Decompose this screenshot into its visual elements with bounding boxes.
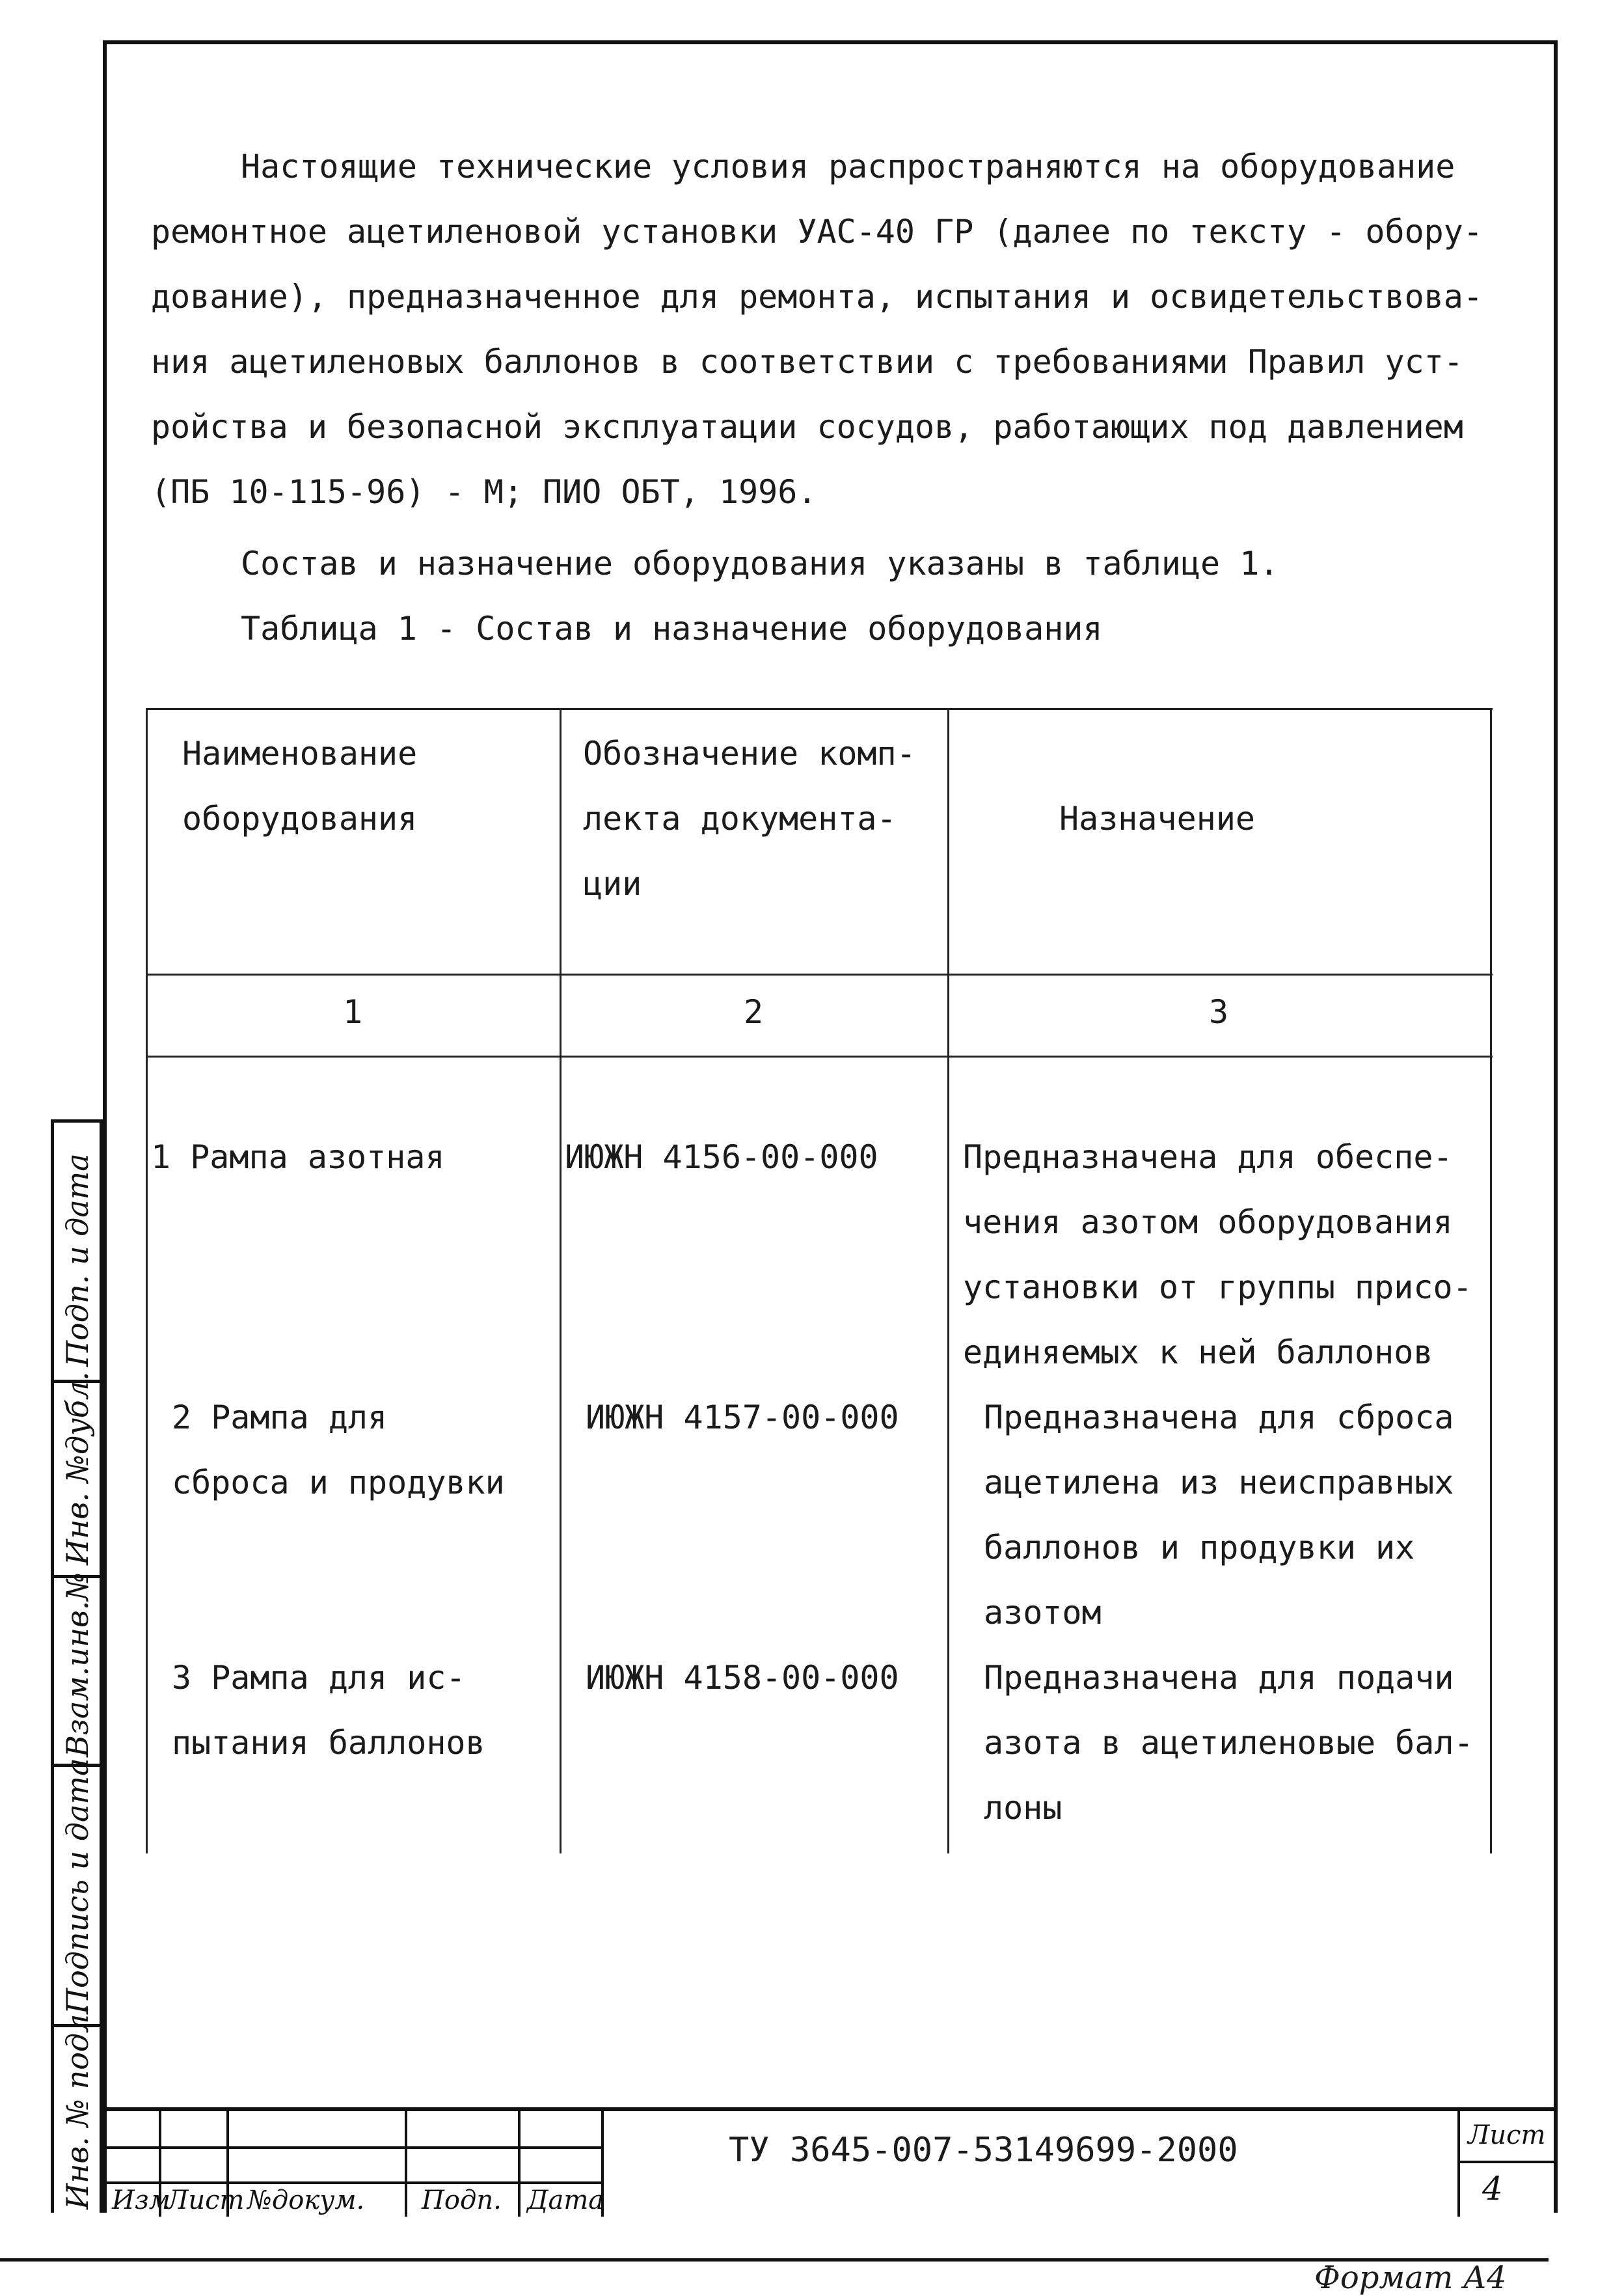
intro-line: ния ацетиленовых баллонов в соответствии с требованиями Правил уст-: [151, 343, 1463, 381]
title-block-col-rule: [405, 2111, 407, 2217]
col-label-date: Дата: [527, 2185, 604, 2215]
row-1-name: 1 Рампа азотная: [151, 1138, 445, 1176]
paper-format: Формат А4: [1314, 2260, 1507, 2296]
side-label-orig-inv: Инв. № подл.: [60, 2004, 95, 2209]
col-label-sign: Подп.: [422, 2185, 502, 2215]
intro-line: ремонтное ацетиленовой установки УАС-40 ГР (далее по тексту - обору-: [151, 213, 1483, 251]
row-1-purpose: Предназначена для обеспе- чения азотом оборудования установки от группы присо- единяемых к ней баллонов: [963, 1138, 1472, 1371]
table-left-border: [146, 708, 148, 1853]
intro-line: ройства и безопасной эксплуатации сосудов, работающих под давлением: [151, 408, 1463, 446]
row-2-purpose: Предназначена для сброса ацетилена из неисправных баллонов и продувки их азотом: [984, 1399, 1454, 1632]
title-block-row-rule: [103, 2146, 604, 2149]
sheet-box-rule: [1457, 2161, 1555, 2163]
numbers-bottom-rule: [146, 1056, 1493, 1058]
table-top-border: [146, 708, 1493, 710]
header-bottom-rule: [146, 974, 1493, 976]
row-2-name: 2 Рампа для сброса и продувки: [172, 1399, 505, 1501]
title-block-col-rule: [518, 2111, 521, 2217]
table-caption: Таблица 1 - Состав и назначение оборудования: [241, 610, 1103, 648]
column-number: 1: [342, 993, 363, 1031]
title-block: [103, 2107, 1558, 2213]
header-purpose: Назначение: [1059, 800, 1256, 838]
row-2-code: ИЮЖН 4157-00-000: [586, 1399, 899, 1436]
col-divider-1: [560, 708, 562, 1853]
column-number: 2: [743, 993, 764, 1031]
header-name: Наименование оборудования: [182, 735, 418, 838]
table-right-border: [1490, 708, 1492, 1853]
side-label-sign-date: Подп. и дата: [60, 1153, 95, 1367]
row-3-name: 3 Рампа для ис- пытания баллонов: [172, 1659, 485, 1762]
header-code: Обозначение комп- лекта документа- ции: [583, 735, 916, 903]
table-reference: Состав и назначение оборудования указаны в таблице 1.: [241, 545, 1279, 582]
title-block-col-rule: [1457, 2111, 1460, 2217]
side-label-replace-inv: Взам.инв.№: [60, 1572, 95, 1757]
row-3-code: ИЮЖН 4158-00-000: [586, 1659, 899, 1697]
row-1-code: ИЮЖН 4156-00-000: [565, 1138, 878, 1176]
side-label-signature-date: Подпись и дата: [60, 1758, 95, 2014]
column-number: 3: [1208, 993, 1229, 1031]
col-divider-2: [947, 708, 949, 1853]
side-stamp-divider: [51, 1119, 103, 1123]
row-3-purpose: Предназначена для подачи азота в ацетиленовые бал- лоны: [984, 1659, 1474, 1827]
col-label-doc: №докум.: [247, 2185, 365, 2215]
sheet-number: 4: [1482, 2170, 1503, 2207]
intro-line: Настоящие технические условия распространяются на оборудование: [241, 148, 1455, 185]
intro-line: (ПБ 10-115-96) - М; ПИО ОБТ, 1996.: [151, 473, 817, 511]
side-label-dup-inv: Инв. №дубл.: [60, 1371, 95, 1565]
intro-line: дование), предназначенное для ремонта, испытания и освидетельствова-: [151, 278, 1483, 316]
document-code: ТУ 3645-007-53149699-2000: [729, 2131, 1238, 2170]
col-label-sheet: Лист: [167, 2185, 245, 2215]
title-block-row-rule: [103, 2181, 604, 2184]
sheet-label: Лист: [1468, 2120, 1546, 2150]
col-label-change: Изм: [112, 2185, 170, 2215]
equipment-table: [146, 708, 1493, 1859]
